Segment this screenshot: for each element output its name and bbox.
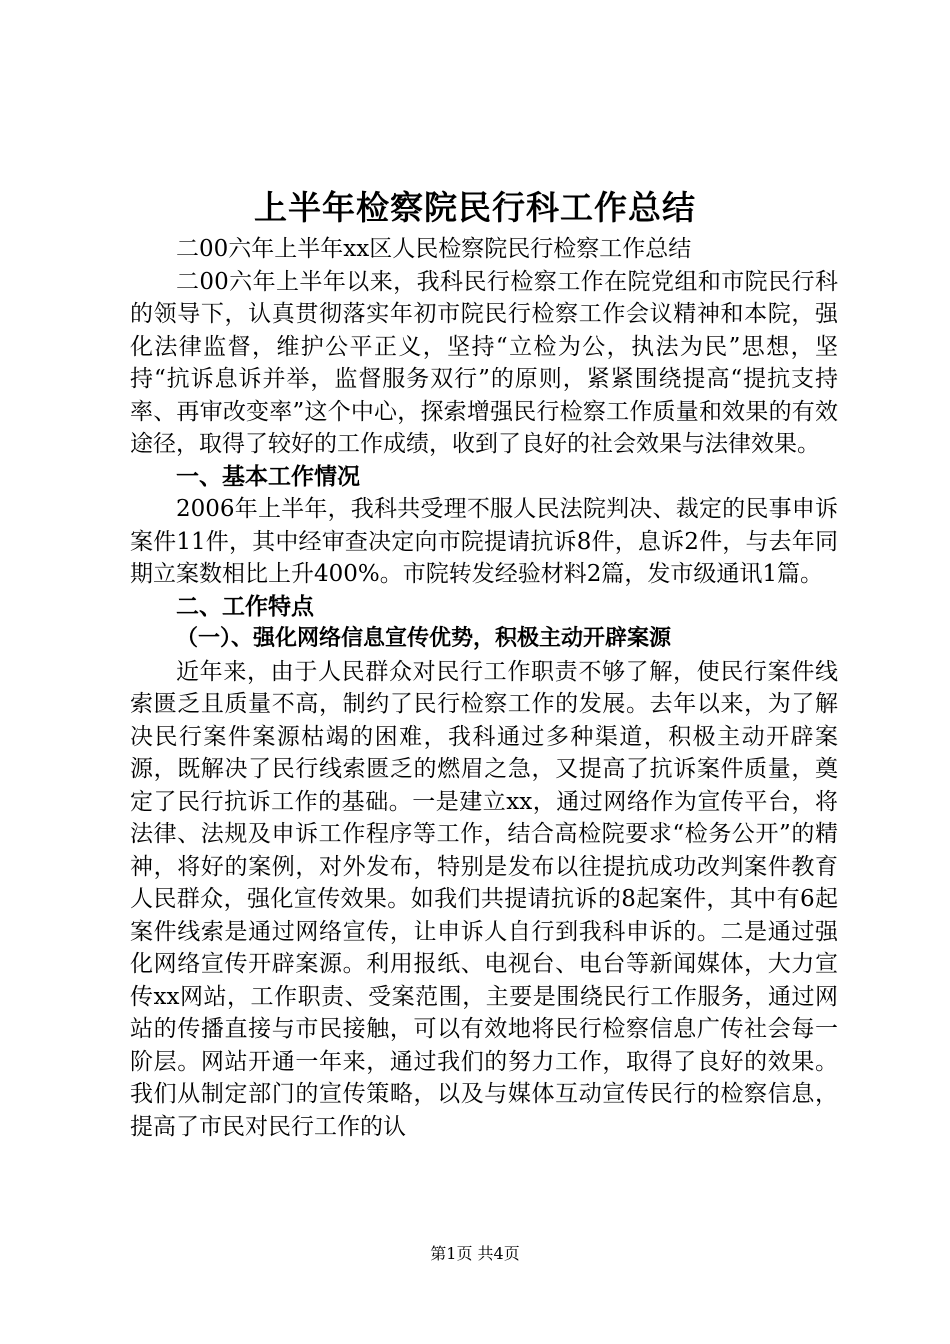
subsection-network-publicity-paragraph: 近年来，由于人民群众对民行工作职责不够了解，使民行案件线索匮乏且质量不高，制约了民行检察工作的发展。去年以来，为了解决民行案件案源枯竭的困难，我科通过多种渠道，积极主动开辟案源，既解决了民行线索匮乏的燃眉之急，又提高了抗诉案件质量，奠定了民行抗诉工作的基础。一是建立xx，通过网络作为宣传平台，将法律、法规及申诉工作程序等工作，结合高检院要求“检务公开”的精神，将好的案例，对外发布，特别是发布以往提抗成功改判案件教育人民群众，强化宣传效果。如我们共提请抗诉的8起案件，其中有6起案件线索是通过网络宣传，让申诉人自行到我科申诉的。二是通过强化网络宣传开辟案源。利用报纸、电视台、电台等新闻媒体，大力宣传xx网站，工作职责、受案范围，主要是围绕民行工作服务，通过网站的传播直接与市民接触，可以有效地将民行检察信息广传社会每一阶层。网站开通一年来，通过我们的努力工作，取得了良好的效果。我们从制定部门的宣传策略，以及与媒体互动宣传民行的检察信息，提高了市民对民行工作的认: [130, 658, 838, 1140]
intro-paragraph: 二00六年上半年以来，我科民行检察工作在院党组和市院民行科的领导下，认真贯彻落实年初市院民行检察工作会议精神和本院，强化法律监督，维护公平正义，坚持“立检为公，执法为民”思想，坚持“抗诉息诉并举，监督服务双行”的原则，紧紧围绕提高“提抗支持率、再审改变率”这个中心，探索增强民行检察工作质量和效果的有效途径，取得了较好的工作成绩，收到了良好的社会效果与法律效果。: [130, 268, 838, 457]
document-title: 上半年检察院民行科工作总结: [254, 188, 696, 227]
section-heading-work-features: 二、工作特点: [176, 593, 314, 620]
section-basic-work-paragraph: 2006年上半年，我科共受理不服人民法院判决、裁定的民事申诉案件11件，其中经审查决定向市院提请抗诉8件，息诉2件，与去年同期立案数相比上升400%。市院转发经验材料2篇，发市级通讯1篇。: [130, 496, 838, 587]
page-footer: 第1页 共4页: [430, 1244, 520, 1263]
subsection-heading-network-publicity: （一）、强化网络信息宣传优势，积极主动开辟案源: [176, 626, 672, 651]
document-subtitle: 二00六年上半年xx区人民检察院民行检察工作总结: [176, 236, 692, 262]
section-heading-basic-work: 一、基本工作情况: [176, 463, 360, 490]
document-body: [130, 233, 838, 1143]
